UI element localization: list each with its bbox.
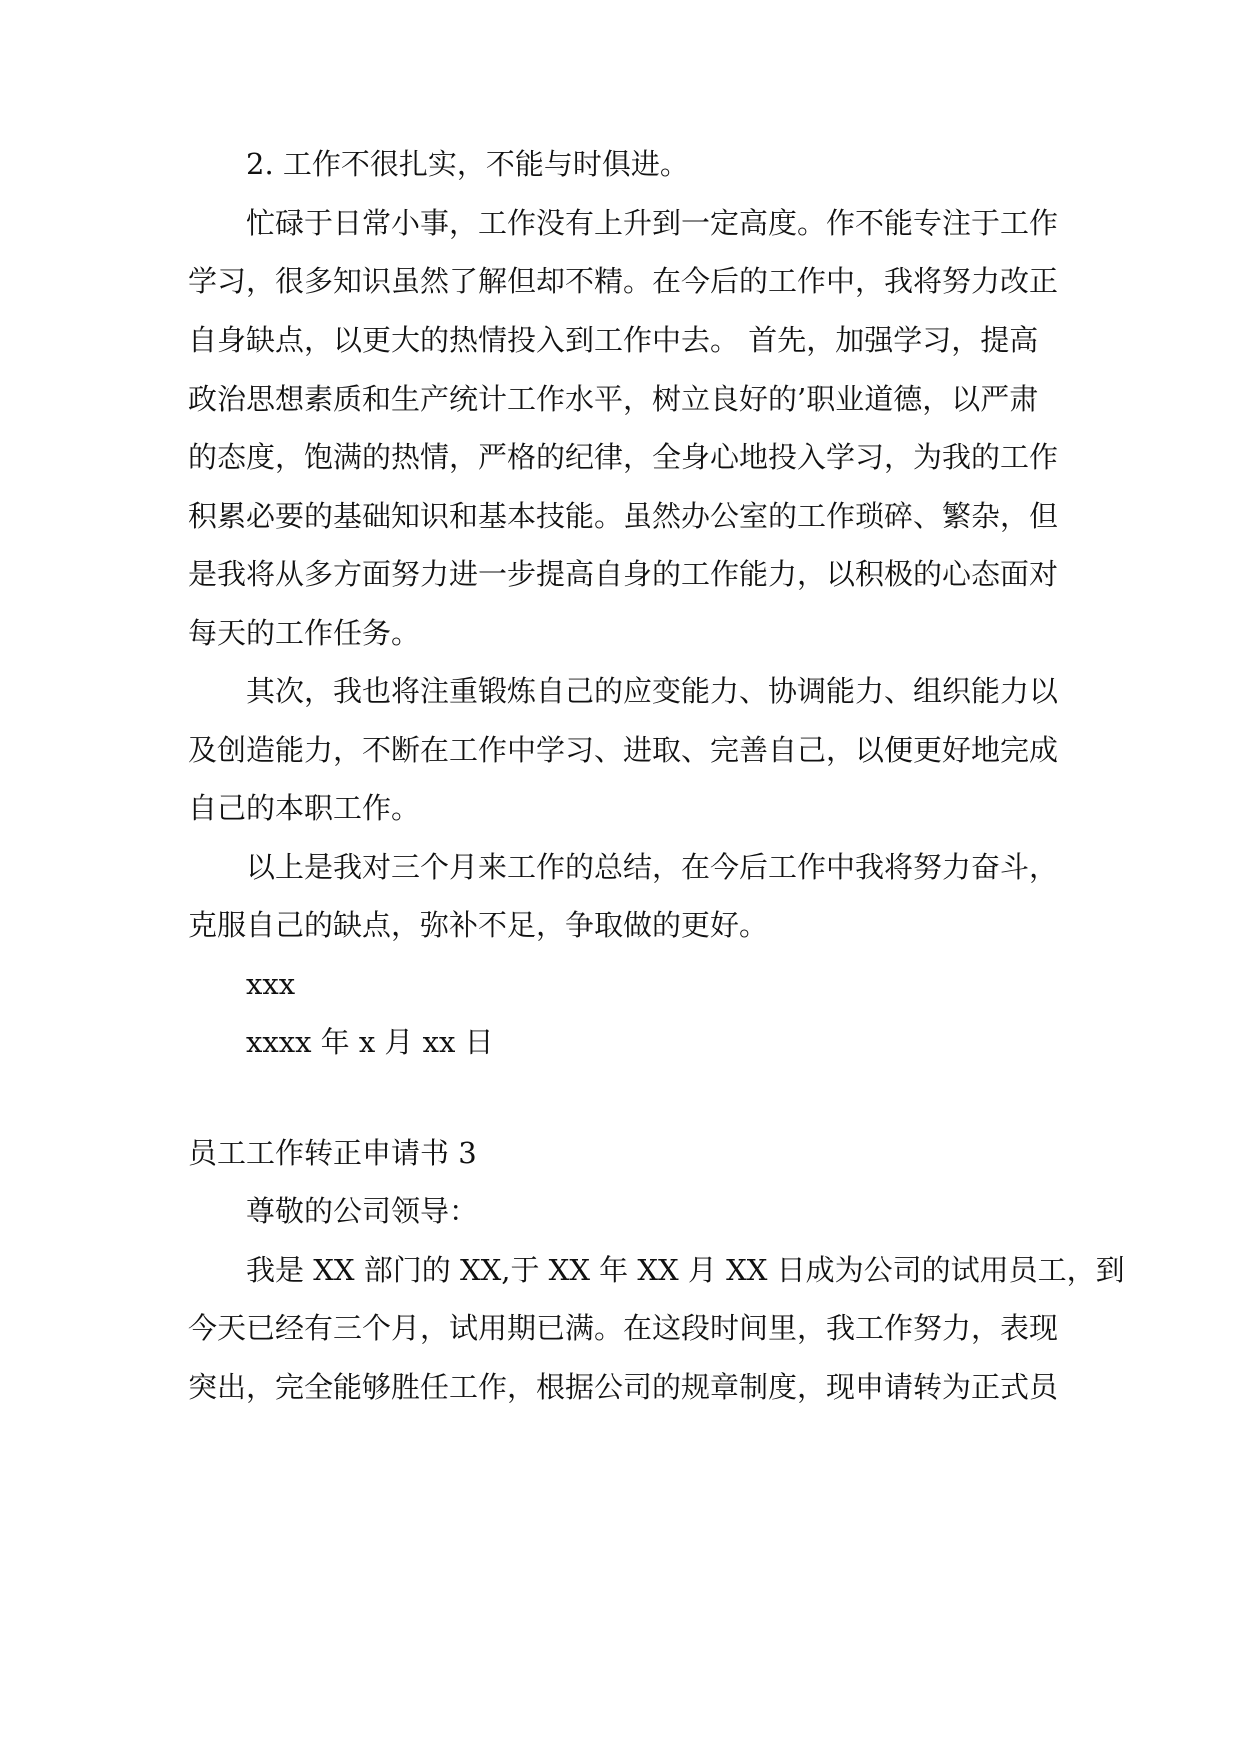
paragraph-line: 自身缺点，以更大的热情投入到工作中去。 首先，加强学习，提高 bbox=[188, 323, 1039, 357]
paragraph-line: 今天已经有三个月，试用期已满。在这段时间里，我工作努力，表现 bbox=[188, 1311, 1059, 1345]
paragraph-line: 积累必要的基础知识和基本技能。虽然办公室的工作琐碎、繁杂，但 bbox=[188, 499, 1059, 533]
paragraph-line: 的态度，饱满的热情，严格的纪律，全身心地投入学习，为我的工作 bbox=[188, 440, 1059, 474]
signature-name: xxx bbox=[246, 967, 296, 1001]
paragraph-line: 政治思想素质和生产统计工作水平，树立良好的’职业道德，以严肃 bbox=[188, 382, 1039, 416]
paragraph-line: 及创造能力，不断在工作中学习、进取、完善自己，以便更好地完成 bbox=[188, 733, 1059, 767]
paragraph-line: 克服自己的缺点，弥补不足，争取做的更好。 bbox=[188, 908, 769, 942]
paragraph-line: 2. 工作不很扎实，不能与时俱进。 bbox=[246, 147, 689, 181]
paragraph-line: 我是 XX 部门的 XX,于 XX 年 XX 月 XX 日成为公司的试用员工，到 bbox=[246, 1253, 1125, 1287]
signature-date: xxxx 年 x 月 xx 日 bbox=[246, 1025, 494, 1059]
paragraph-line: 每天的工作任务。 bbox=[188, 616, 421, 650]
paragraph-line: 自己的本职工作。 bbox=[188, 791, 421, 825]
paragraph-line: 是我将从多方面努力进一步提高自身的工作能力，以积极的心态面对 bbox=[188, 557, 1059, 591]
section-title: 员工工作转正申请书 3 bbox=[188, 1136, 477, 1170]
paragraph-line: 突出，完全能够胜任工作，根据公司的规章制度，现申请转为正式员 bbox=[188, 1370, 1059, 1404]
salutation: 尊敬的公司领导： bbox=[246, 1194, 479, 1228]
paragraph-line: 其次，我也将注重锻炼自己的应变能力、协调能力、组织能力以 bbox=[246, 674, 1059, 708]
paragraph-line: 忙碌于日常小事，工作没有上升到一定高度。作不能专注于工作 bbox=[246, 206, 1059, 240]
paragraph-line: 以上是我对三个月来工作的总结，在今后工作中我将努力奋斗， bbox=[246, 850, 1059, 884]
paragraph-line: 学习，很多知识虽然了解但却不精。在今后的工作中，我将努力改正 bbox=[188, 264, 1059, 298]
